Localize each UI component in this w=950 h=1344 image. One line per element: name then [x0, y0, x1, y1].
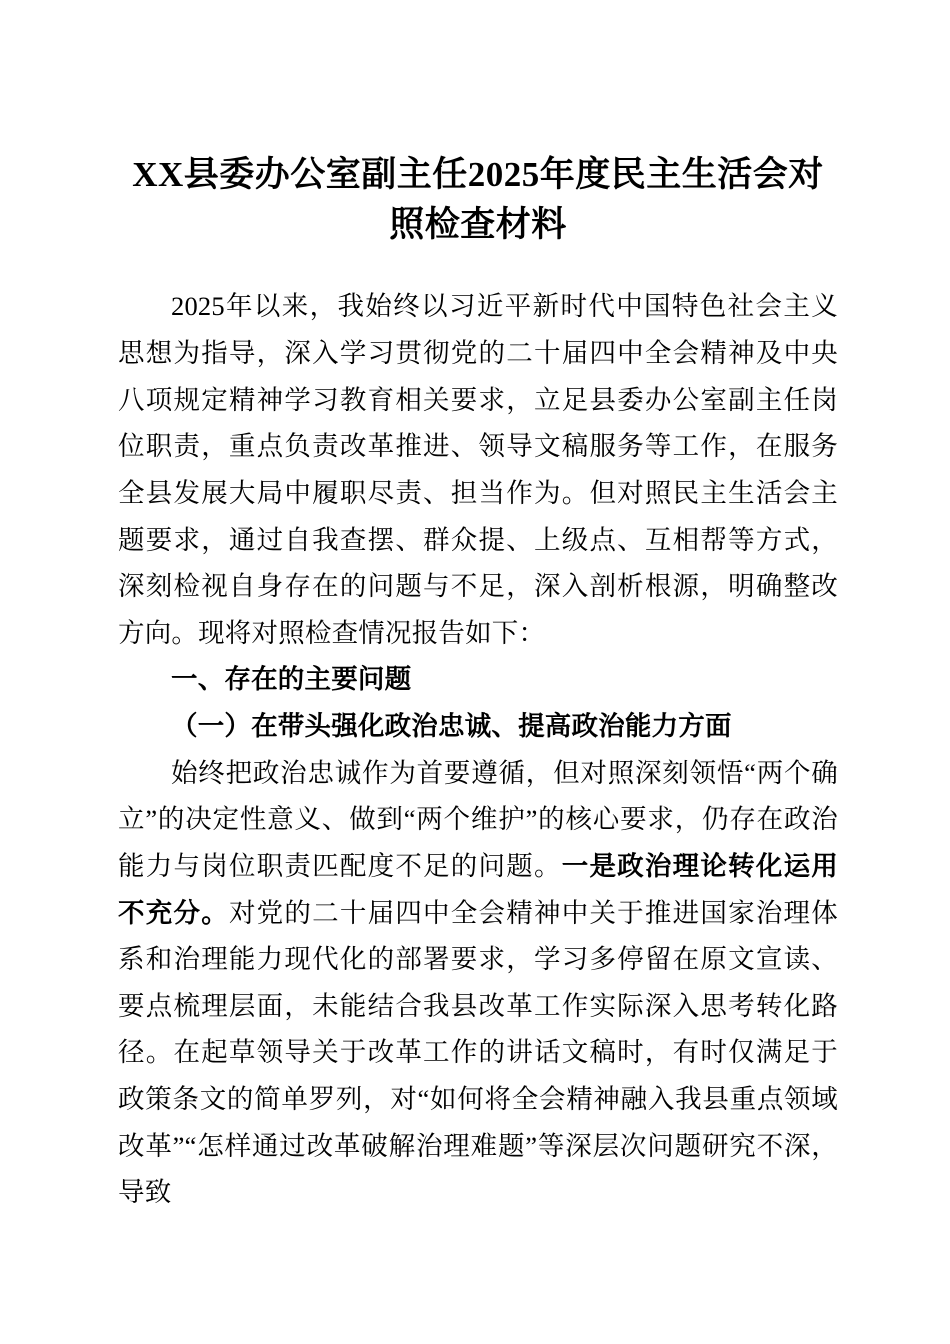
subsection-one-body: [118, 750, 838, 1216]
run-plain-2: 对党的二十届四中全会精神中关于推进国家治理体系和治理能力现代化的部署要求，学习多停留在原文宣读、要点梳理层面，未能结合我县改革工作实际深入思考转化路径。在起草领导关于改革工作的讲话文稿时，有时仅满足于政策条文的简单罗列，对“如何将全会精神融入我县重点领域改革”“怎样通过改革破解治理难题”等深层次问题研究不深，导致: [118, 897, 838, 1208]
run-plain-1: 始终把政治忠诚作为首要遵循，但对照深刻领悟“两个确立”的决定性意义、做到“两个维护”的核心要求，仍存在政治能力与岗位职责匹配度不足的问题。: [118, 757, 838, 881]
section-heading-one: 一、存在的主要问题: [171, 664, 412, 695]
run-bold-1: 一是政治理论转化运用不充分。: [118, 850, 839, 928]
subsection-heading-one: （一）在带头强化政治忠诚、提高政治能力方面: [171, 711, 732, 741]
page-title: XX县委办公室副主任2025年度民主生活会对照检查材料: [132, 155, 824, 244]
intro-paragraph: 2025年以来，我始终以习近平新时代中国特色社会主义思想为指导，深入学习贯彻党的二十届四中全会精神及中央八项规定精神学习教育相关要求，立足县委办公室副主任岗位职责，重点负责改革推进、领导文稿服务等工作，在服务全县发展大局中履职尽责、担当作为。但对照民主生活会主题要求，通过自我查摆、群众提、上级点、互相帮等方式，深刻检视自身存在的问题与不足，深入剖析根源，明确整改方向。现将对照检查情况报告如下：: [118, 291, 838, 648]
